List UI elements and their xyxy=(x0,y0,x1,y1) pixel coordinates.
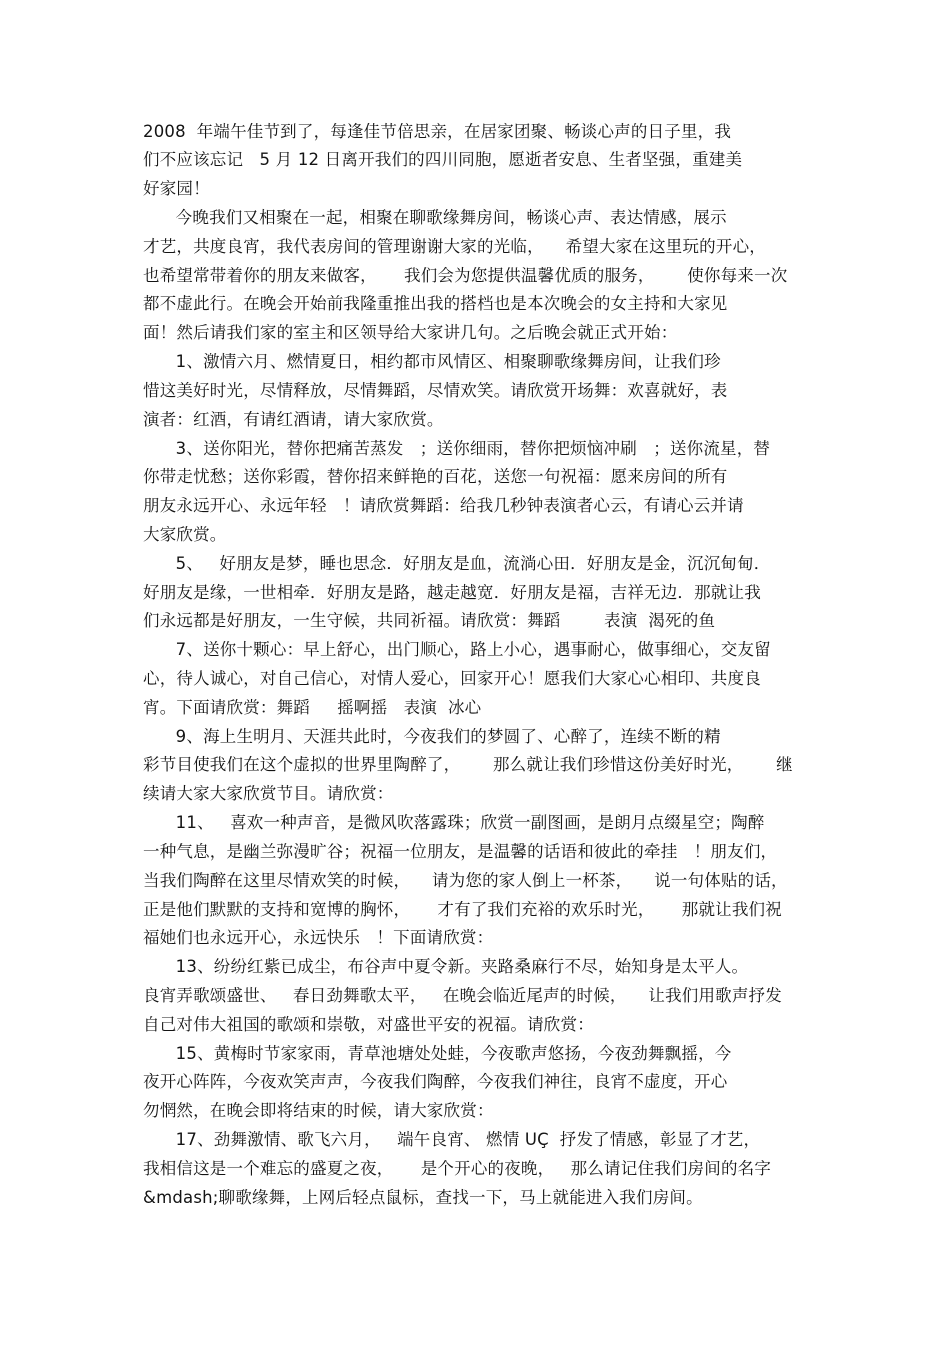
text-line: 心，待人诚心，对自己信心，对情人爱心，回家开心！愿我们大家心心相印、共度良 xyxy=(143,669,761,688)
text-line: 夜开心阵阵，今夜欢笑声声，今夜我们陶醉，今夜我们神往，良宵不虚度，开心 xyxy=(143,1072,728,1091)
text-line: &mdash;聊歌缘舞，上网后轻点鼠标，查找一下，马上就能进入我们房间。 xyxy=(143,1188,703,1207)
text-line: 17、劲舞激情、歌飞六月， 端午良宵、 燃情 UÇ 抒发了情感，彰显了才艺， xyxy=(143,1130,761,1149)
text-line: 演者：红酒，有请红酒请，请大家欣赏。 xyxy=(143,410,444,429)
text-line: 我相信这是一个难忘的盛夏之夜， 是个开心的夜晚， 那么请记住我们房间的名字 xyxy=(143,1159,772,1178)
text-line: 才艺，共度良宵，我代表房间的管理谢谢大家的光临， 希望大家在这里玩的开心， xyxy=(143,237,766,256)
text-line: 1、激情六月、燃情夏日，相约都市风情区、相聚聊歌缘舞房间，让我们珍 xyxy=(143,352,721,371)
text-line: 9、海上生明月、天涯共此时，今夜我们的梦圆了、心醉了，连续不断的精 xyxy=(143,727,721,746)
text-line: 也希望常带着你的朋友来做客， 我们会为您提供温馨优质的服务， 使你每来一次 xyxy=(143,266,788,285)
text-line: 惜这美好时光，尽情释放，尽情舞蹈，尽情欢笑。请欣赏开场舞：欢喜就好，表 xyxy=(143,381,728,400)
text-line: 续请大家大家欣赏节目。请欣赏： xyxy=(143,784,394,803)
text-line: 朋友永远开心、永远年轻 ！请欣赏舞蹈：给我几秒钟表演者心云，有请心云并请 xyxy=(143,496,744,515)
text-line: 们不应该忘记 5 月 12 日离开我们的四川同胞，愿逝者安息、生者坚强，重建美 xyxy=(143,150,743,169)
text-line: 大家欣赏。 xyxy=(143,525,227,544)
text-line: 一种气息，是幽兰弥漫旷谷；祝福一位朋友，是温馨的话语和彼此的牵挂 ！朋友们， xyxy=(143,842,778,861)
text-line: 都不虚此行。在晚会开始前我隆重推出我的搭档也是本次晚会的女主持和大家见 xyxy=(143,294,728,313)
text-line: 好家园！ xyxy=(143,179,210,198)
text-line: 良宵弄歌颂盛世、 春日劲舞歌太平， 在晚会临近尾声的时候， 让我们用歌声抒发 xyxy=(143,986,782,1005)
text-line: 好朋友是缘，一世相牵．好朋友是路，越走越宽．好朋友是福，吉祥无边．那就让我 xyxy=(143,583,761,602)
text-line: 们永远都是好朋友，一生守候，共同祈福。请欣赏：舞蹈 表演 渴死的鱼 xyxy=(143,611,716,630)
text-line: 3、送你阳光，替你把痛苦蒸发 ；送你细雨，替你把烦恼冲刷 ；送你流星，替 xyxy=(143,439,771,458)
text-line: 自己对伟大祖国的歌颂和崇敬，对盛世平安的祝福。请欣赏： xyxy=(143,1015,594,1034)
text-line: 11、 喜欢一种声音，是微风吹落露珠；欣赏一副图画，是朗月点缀星空；陶醉 xyxy=(143,813,765,832)
text-line: 13、纷纷红紫已成尘，布谷声中夏令新。夹路桑麻行不尽，始知身是太平人。 xyxy=(143,957,749,976)
text-line: 宵。下面请欣赏：舞蹈 摇啊摇 表演 冰心 xyxy=(143,698,482,717)
text-line: 正是他们默默的支持和宽博的胸怀， 才有了我们充裕的欢乐时光， 那就让我们祝 xyxy=(143,900,782,919)
text-line: 7、送你十颗心：早上舒心，出门顺心，路上小心，遇事耐心，做事细心，交友留 xyxy=(143,640,771,659)
text-line: 5、 好朋友是梦，睡也思念．好朋友是血，流淌心田．好朋友是金，沉沉甸甸． xyxy=(143,554,771,573)
text-line: 今晚我们又相聚在一起，相聚在聊歌缘舞房间，畅谈心声、表达情感，展示 xyxy=(143,208,727,227)
text-line: 面！然后请我们家的室主和区领导给大家讲几句。之后晚会就正式开始： xyxy=(143,323,678,342)
text-line: 彩节目使我们在这个虚拟的世界里陶醉了， 那么就让我们珍惜这份美好时光， 继 xyxy=(143,755,793,774)
text-line: 勿惘然，在晚会即将结束的时候，请大家欣赏： xyxy=(143,1101,494,1120)
text-line: 2008 年端午佳节到了，每逢佳节倍思亲，在居家团聚、畅谈心声的日子里，我 xyxy=(143,122,732,141)
text-line: 福她们也永远开心，永远快乐 ！下面请欣赏： xyxy=(143,928,494,947)
text-line: 15、黄梅时节家家雨，青草池塘处处蛙，今夜歌声悠扬，今夜劲舞飘摇，今 xyxy=(143,1044,732,1063)
text-line: 你带走忧愁；送你彩霞，替你招来鲜艳的百花，送您一句祝福：愿来房间的所有 xyxy=(143,467,728,486)
text-line: 当我们陶醉在这里尽情欢笑的时候， 请为您的家人倒上一杯茶， 说一句体贴的话， xyxy=(143,871,788,890)
